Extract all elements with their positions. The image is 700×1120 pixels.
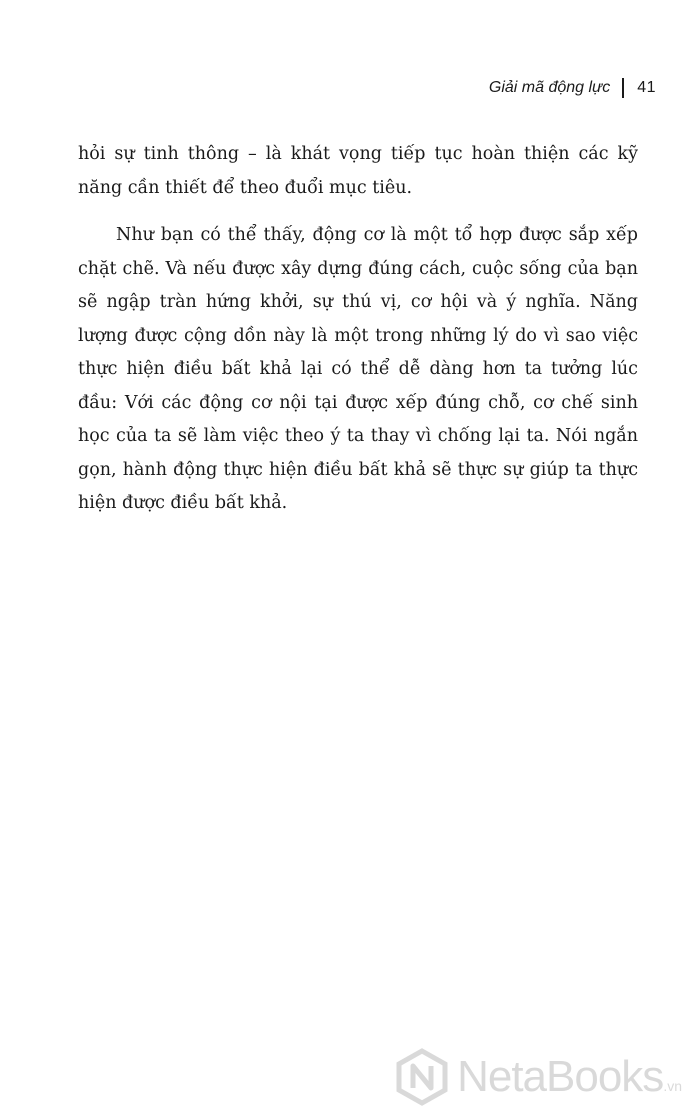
netabooks-logo-icon bbox=[393, 1048, 451, 1106]
body-text bbox=[78, 138, 638, 535]
watermark-suffix: .vn bbox=[663, 1078, 682, 1094]
paragraph: Như bạn có thể thấy, động cơ là một tổ hợp được sắp xếp chặt chẽ. Và nếu được xây dựng đúng cách, cuộc sống của bạn sẽ ngập tràn hứng khởi, sự thú vị, cơ hội và ý nghĩa. Năng lượng được cộng dồn này là một trong những lý do vì sao việc thực hiện điều bất khả lại có thể dễ dàng hơn ta tưởng lúc đầu: Với các động cơ nội tại được xếp đúng chỗ, cơ chế sinh học của ta sẽ làm việc theo ý ta thay vì chống lại ta. Nói ngắn gọn, hành động thực hiện điều bất khả sẽ thực sự giúp ta thực hiện được điều bất khả. bbox=[78, 225, 638, 513]
watermark-brand: NetaBooks bbox=[457, 1052, 664, 1101]
watermark bbox=[393, 1048, 682, 1106]
page-number: 41 bbox=[637, 79, 656, 96]
page-header bbox=[489, 78, 656, 98]
running-title: Giải mã động lực bbox=[488, 79, 611, 96]
header-divider bbox=[622, 78, 624, 98]
paragraph-continuation: hỏi sự tinh thông – là khát vọng tiếp tục hoàn thiện các kỹ năng cần thiết để theo đuổi mục tiêu. bbox=[78, 144, 638, 198]
